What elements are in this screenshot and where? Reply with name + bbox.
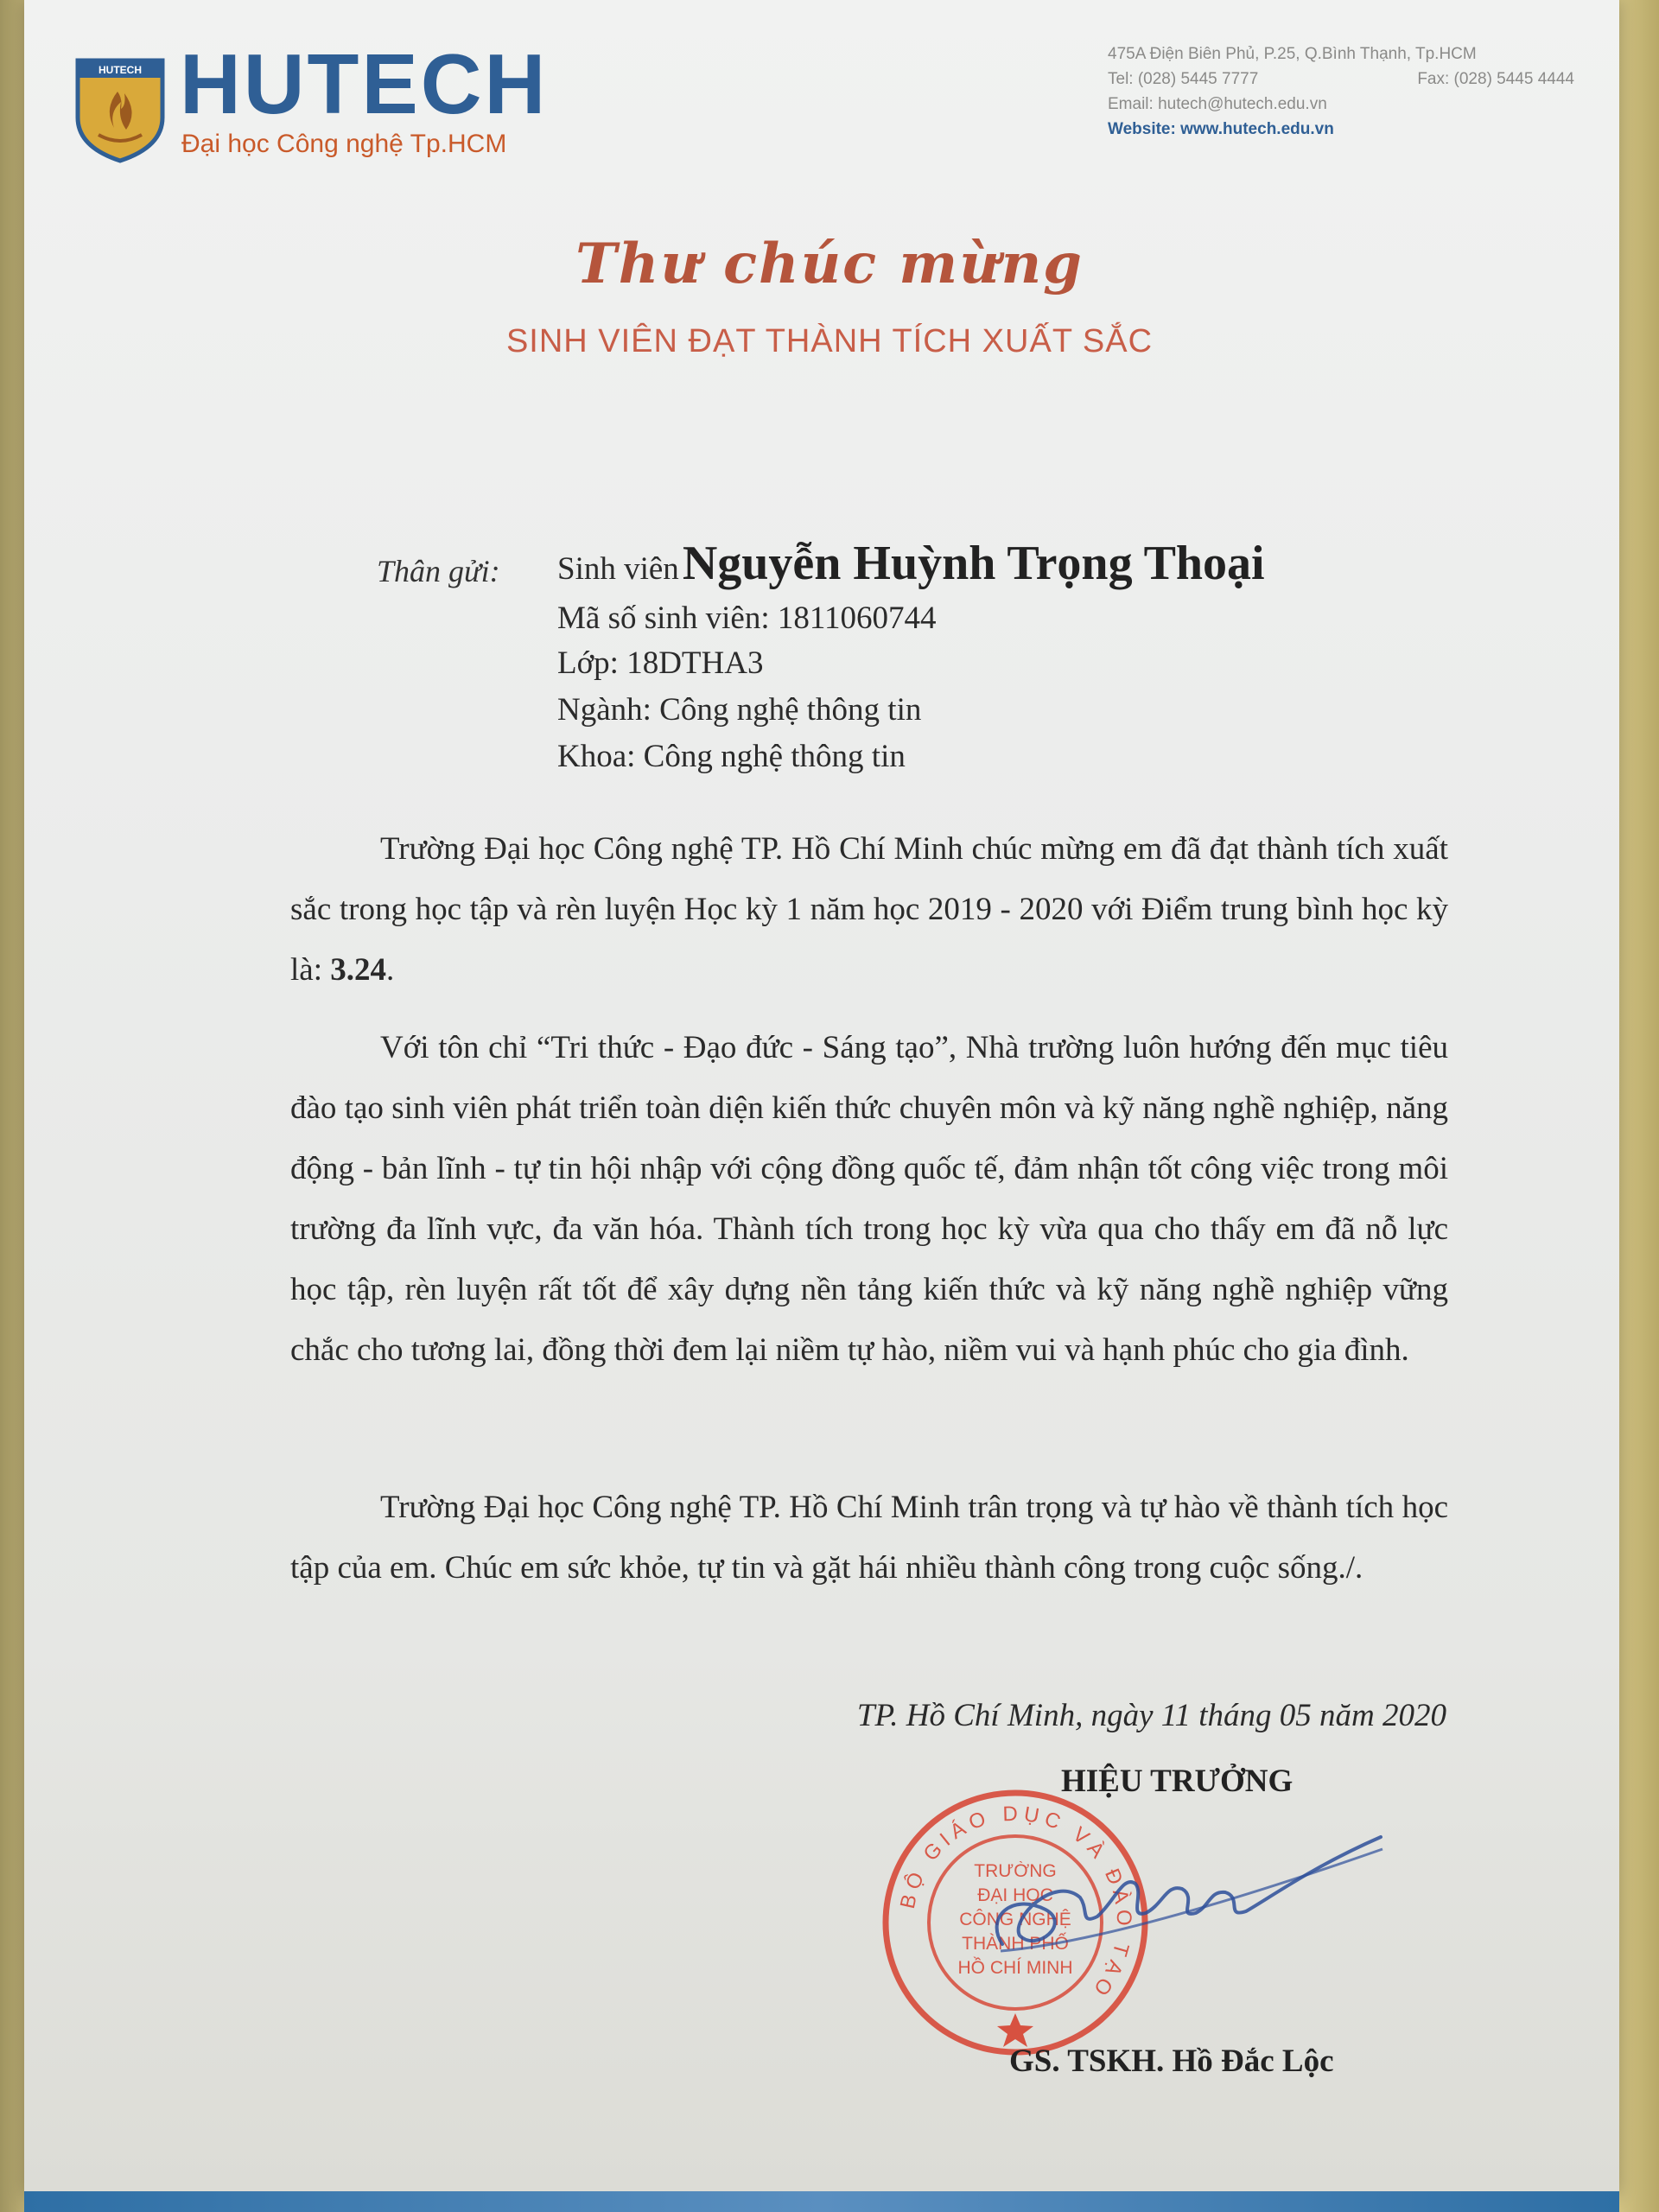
website-row	[1108, 117, 1574, 142]
letter-title: Thư chúc mừng	[575, 232, 1084, 296]
dateline: TP. Hồ Chí Minh, ngày 11 tháng 05 năm 2020	[856, 1698, 1446, 1733]
p1-end: .	[385, 952, 395, 988]
recipient-name: Nguyễn Huỳnh Trọng Thoại	[682, 537, 1265, 590]
recipient-line	[557, 536, 1265, 591]
website-link[interactable]: Website: www.hutech.edu.vn	[1108, 120, 1334, 138]
address-row	[1108, 41, 1574, 67]
seal-line-3: CÔNG NGHỆ	[959, 1910, 1071, 1929]
paragraph-congratulations	[290, 819, 1448, 1001]
brand-name: HUTECH	[180, 36, 549, 131]
seal-line-2: ĐẠI HỌC	[977, 1885, 1053, 1905]
email-row	[1108, 92, 1574, 117]
brand-subtitle: Đại học Công nghệ Tp.HCM	[181, 130, 507, 158]
gpa-value: 3.24	[330, 952, 386, 988]
letter-subtitle: SINH VIÊN ĐẠT THÀNH TÍCH XUẤT SẮC	[505, 323, 1154, 359]
paper-bottom-band	[24, 2191, 1619, 2212]
contact-block	[1108, 41, 1574, 142]
fax: Fax: (028) 5445 4444	[1417, 70, 1574, 88]
paragraph-closing: Trường Đại học Công nghệ TP. Hồ Chí Minh trân trọng và tự hào về thành tích học tập của em. Chúc em sức khỏe, tự tin và gặt hái nhiều thành công trong cuộc sống./.	[290, 1490, 1448, 1586]
seal-line-4: THÀNH PHỐ	[962, 1934, 1069, 1954]
recipient-prefix: Sinh viên	[557, 551, 679, 587]
student-major: Ngành: Công nghệ thông tin	[557, 692, 922, 728]
hutech-shield-logo	[74, 57, 166, 164]
handwritten-signature	[950, 1815, 1434, 1970]
rector-title: HIỆU TRƯỞNG	[1061, 1764, 1294, 1799]
address: 475A Điện Biên Phủ, P.25, Q.Bình Thạnh, Tp.HCM	[1108, 45, 1477, 63]
svg-text:HUTECH: HUTECH	[99, 64, 142, 76]
paragraph-mission: Với tôn chỉ “Tri thức - Đạo đức - Sáng tạo”, Nhà trường luôn hướng đến mục tiêu đào tạo sinh viên phát triển toàn diện kiến thức chuyên môn và kỹ năng nghề nghiệp, năng động - bản lĩnh - tự tin hội nhập với cộng đồng quốc tế, đảm nhận tốt công việc trong môi trường đa lĩnh vực, đa văn hóa. Thành tích trong học kỳ vừa qua cho thấy em đã nỗ lực học tập, rèn luyện rất tốt để xây dựng nền tảng kiến thức và kỹ năng nghề nghiệp vững chắc cho tương lai, đồng thời đem lại niềm tự hào, niềm vui và hạnh phúc cho gia đình.	[290, 1030, 1448, 1368]
seal-line-1: TRƯỜNG	[974, 1861, 1057, 1881]
student-faculty: Khoa: Công nghệ thông tin	[557, 739, 906, 774]
phone-row	[1108, 67, 1574, 92]
email: Email: hutech@hutech.edu.vn	[1108, 95, 1327, 113]
seal-line-5: HỒ CHÍ MINH	[957, 1958, 1073, 1978]
student-id: Mã số sinh viên: 1811060744	[557, 601, 937, 636]
p1-text: Trường Đại học Công nghệ TP. Hồ Chí Minh chúc mừng em đã đạt thành tích xuất sắc trong học tập và rèn luyện Học kỳ 1 năm học 2019 - 2020 với Điểm trung bình học kỳ là:	[290, 831, 1448, 988]
signer-name: GS. TSKH. Hồ Đắc Lộc	[1009, 2044, 1334, 2079]
tel: Tel: (028) 5445 7777	[1108, 70, 1259, 88]
student-class: Lớp: 18DTHA3	[557, 645, 764, 681]
salutation-label: Thân gửi:	[377, 554, 500, 588]
seal-ring-text: BỘ GIÁO DỤC VÀ ĐÀO TẠO	[895, 1802, 1136, 2005]
